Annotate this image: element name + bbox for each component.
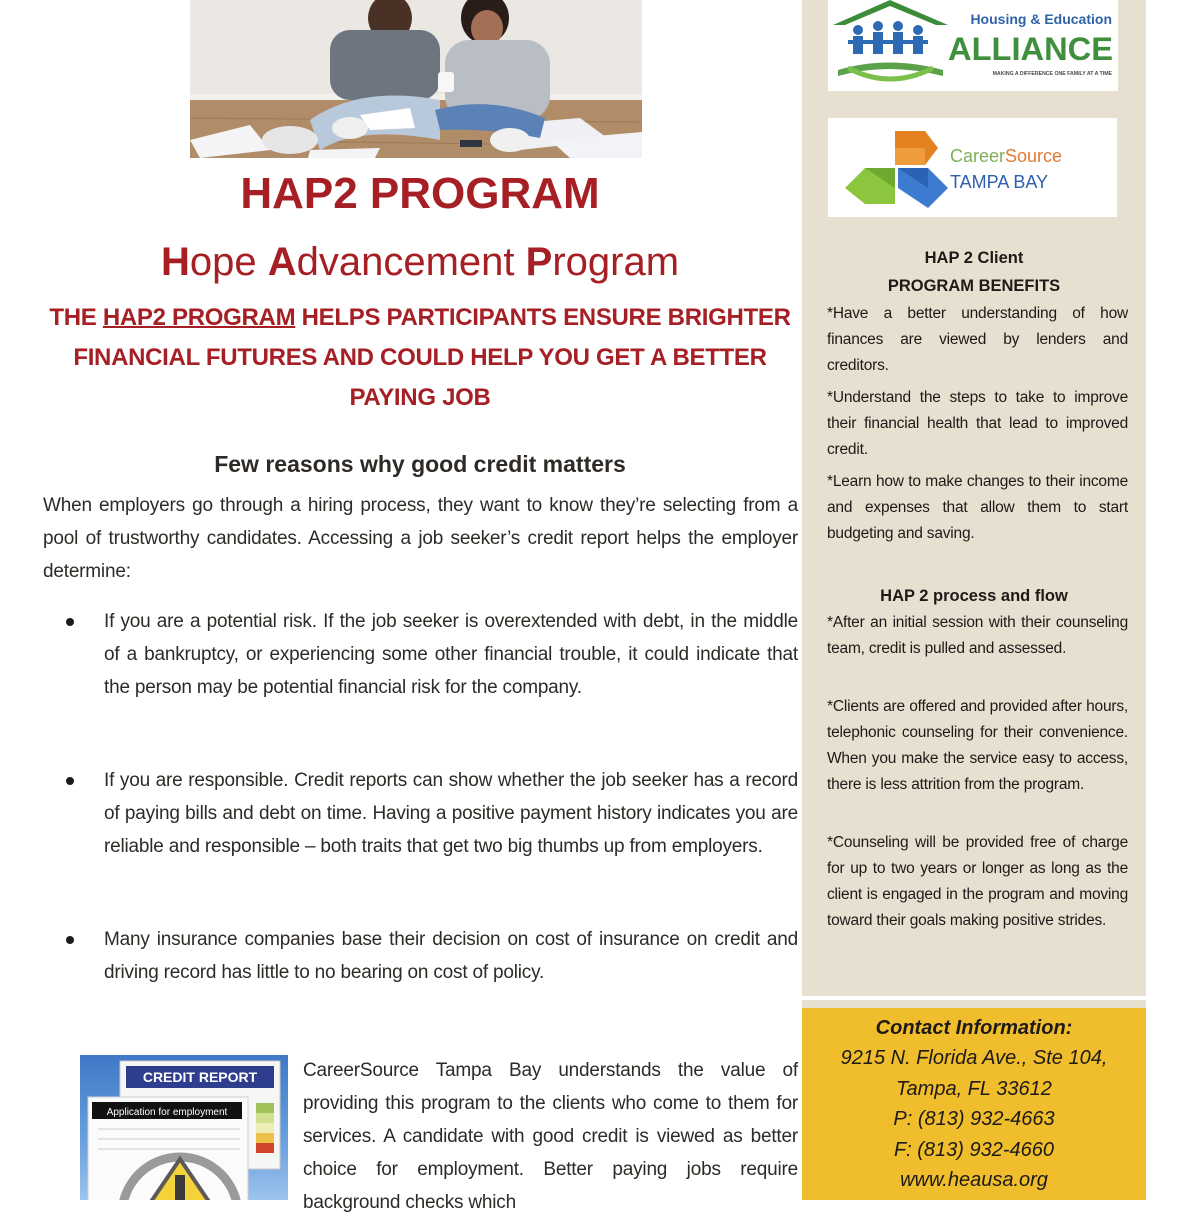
hea-logo-slogan: MAKING A DIFFERENCE ONE FAMILY AT A TIME xyxy=(992,71,1112,77)
benefit-item: *Understand the steps to take to improve their financial health that lead to improved credit. xyxy=(827,389,1128,458)
credit-report-illustration xyxy=(80,1055,288,1200)
credit-score-bar xyxy=(256,1143,274,1153)
contact-box xyxy=(802,1008,1146,1200)
benefits-heading: HAP 2 Client xyxy=(924,249,1024,267)
subtitle-initial-h: H xyxy=(160,240,190,284)
subtitle-word-advancement: dvancement xyxy=(296,240,526,284)
couple-photo-illustration xyxy=(190,0,642,158)
contact-title: Contact Information: xyxy=(875,1017,1073,1039)
tagline-underlined: HAP2 PROGRAM xyxy=(102,304,296,331)
credit-score-bar xyxy=(256,1113,274,1123)
process-heading: HAP 2 process and flow xyxy=(880,587,1068,605)
bullet-text: If you are a potential risk. If the job seeker is overextended with debt, in the middle of a bankruptcy, or experiencing some other financial trouble, it could indicate that the person may be potential financial risk for the company. xyxy=(104,611,798,698)
benefit-item: *Learn how to make changes to their income and expenses that allow them to start budgeting and saving. xyxy=(827,473,1128,542)
bullet-icon xyxy=(66,618,74,626)
subtitle-word-hope: ope xyxy=(189,240,268,284)
cs-logo-tampa-bay: TAMPA BAY xyxy=(950,172,1049,192)
reasons-heading: Few reasons why good credit matters xyxy=(214,451,626,477)
application-label: Application for employment xyxy=(106,1107,228,1118)
cs-logo-career: Career xyxy=(950,146,1006,166)
bullet-text: If you are responsible. Credit reports can show whether the job seeker has a record of paying bills and debt on time. Having a positive payment history indicates you are reliable and responsible – both traits that get two big thumbs up from employers. xyxy=(104,770,798,857)
credit-report-label: CREDIT REPORT xyxy=(142,1069,258,1085)
sidebar-divider-strip xyxy=(802,1000,1146,1008)
program-title: HAP2 PROGRAM xyxy=(240,169,600,218)
subtitle-initial-a: A xyxy=(267,240,297,284)
contact-website-link[interactable]: www.heausa.org xyxy=(900,1169,1048,1191)
benefits-heading-sub: PROGRAM BENEFITS xyxy=(887,277,1061,295)
bullet-icon xyxy=(66,777,74,785)
credit-score-bar xyxy=(256,1123,274,1133)
subtitle-word-program: rogram xyxy=(552,240,680,284)
careersource-tampa-bay-logo xyxy=(828,118,1117,217)
contact-phone: P: (813) 932-4663 xyxy=(893,1108,1055,1130)
process-item: *Clients are offered and provided after hours, telephonic counseling for their convenience. When you make the service easy to access, there is less attrition from the program. xyxy=(827,698,1128,793)
contact-address-line2: Tampa, FL 33612 xyxy=(896,1077,1052,1100)
hero-photo xyxy=(190,0,642,158)
credit-score-bar xyxy=(256,1103,274,1113)
credit-score-bar xyxy=(256,1133,274,1143)
cs-logo-source: Source xyxy=(1005,146,1063,166)
contact-fax: F: (813) 932-4660 xyxy=(893,1138,1055,1161)
closing-paragraph: CareerSource Tampa Bay understands the value of providing this program to the clients who come to them for services. A candidate with good credit is viewed as better choice for employment. Better paying jobs require background checks which xyxy=(303,1060,798,1213)
contact-address-line1: 9215 N. Florida Ave., Ste 104, xyxy=(840,1047,1108,1069)
program-subtitle xyxy=(40,234,800,290)
svg-text:CareerSource xyxy=(950,146,1062,166)
process-item: *Counseling will be provided free of charge for up to two years or longer as long as the client is engaged in the program and moving toward their goals making positive strides. xyxy=(827,834,1128,929)
program-tagline xyxy=(40,298,800,418)
warning-exclamation xyxy=(175,1175,185,1200)
hea-logo-line2: ALLIANCE xyxy=(948,31,1113,67)
hea-logo-line1: Housing & Education xyxy=(970,11,1112,27)
bullet-text: Many insurance companies base their decision on cost of insurance on credit and driving record has little to no bearing on cost of policy. xyxy=(104,929,798,983)
tagline-rest: HELPS PARTICIPANTS ENSURE BRIGHTER FINANCIAL FUTURES AND COULD HELP YOU GET A BETTER PAYING JOB xyxy=(73,304,791,411)
process-item: *After an initial session with their counseling team, credit is pulled and assessed. xyxy=(827,614,1128,657)
tagline-prefix: THE xyxy=(49,304,103,331)
intro-paragraph: When employers go through a hiring process, they want to know they’re selecting from a pool of trustworthy candidates. Accessing a job seeker’s credit report helps the employer determine: xyxy=(43,495,798,582)
benefit-item: *Have a better understanding of how finances are viewed by lenders and creditors. xyxy=(827,305,1128,374)
credit-report-graphic xyxy=(80,1055,288,1200)
subtitle-initial-p: P xyxy=(525,240,553,284)
housing-education-alliance-logo xyxy=(828,0,1118,91)
bullet-icon xyxy=(66,936,74,944)
